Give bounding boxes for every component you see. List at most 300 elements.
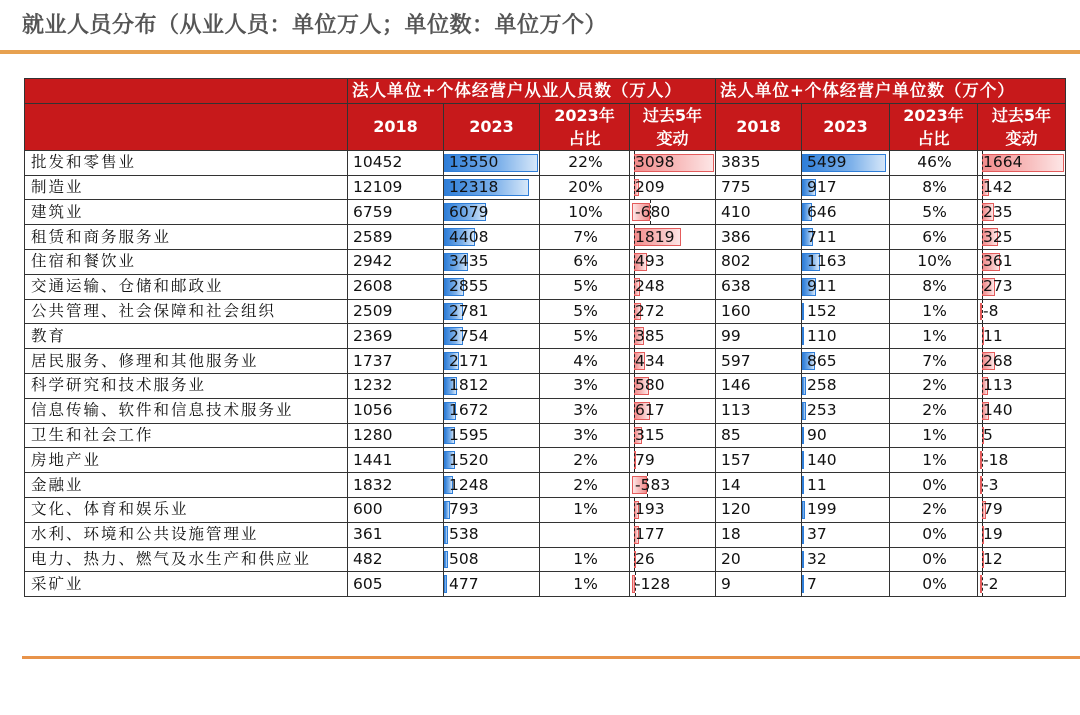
emp-2023-cell-value: 2171: [449, 351, 489, 370]
industry-cell-value: 住宿和餐饮业: [31, 252, 137, 271]
unit-2023-cell-value: 90: [807, 425, 827, 444]
unit-2018-cell: [716, 150, 802, 175]
unit-change-cell-value: 361: [983, 252, 1013, 271]
unit-share-cell: [890, 150, 978, 175]
unit-share-header-line2: 占比: [917, 128, 950, 148]
unit-change-cell-value: -2: [983, 574, 999, 593]
emp-share-cell: [540, 150, 630, 175]
unit-change-cell: [978, 423, 1066, 448]
emp-2018-cell: [348, 373, 444, 398]
unit-change-cell-value: -3: [983, 475, 999, 494]
emp-2023-cell-value: 6079: [449, 202, 489, 221]
emp-share-header-line2: 占比: [568, 128, 601, 148]
value-bar: [802, 451, 804, 469]
unit-2023-cell-value: 152: [807, 301, 837, 320]
unit-share-cell-value: 8%: [922, 277, 947, 296]
employment-table: [24, 78, 1066, 597]
unit-2018-cell: [716, 175, 802, 200]
emp-share-cell: [540, 225, 630, 250]
unit-2018-cell: [716, 225, 802, 250]
unit-2018-cell-value: 386: [721, 227, 751, 246]
emp-change-cell: [630, 299, 716, 324]
emp-2018-cell-value: 2369: [353, 326, 393, 345]
unit-2023-cell-value: 32: [807, 549, 827, 568]
unit-share-cell: [890, 572, 978, 597]
unit-2023-cell: [802, 150, 890, 175]
emp-2023-cell: [444, 522, 540, 547]
unit-change-cell-value: 1664: [983, 153, 1023, 172]
unit-2018-cell: [716, 473, 802, 498]
emp-2023-cell: [444, 473, 540, 498]
emp-change-cell-value: 272: [635, 301, 665, 320]
emp-2023-cell: [444, 497, 540, 522]
emp-change-cell-value: 193: [635, 500, 665, 519]
industry-cell-value: 交通运输、仓储和邮政业: [31, 277, 224, 296]
table-row: [25, 522, 1066, 547]
emp-2018-cell-value: 1056: [353, 401, 393, 420]
emp-2018-cell-value: 1832: [353, 475, 393, 494]
unit-2018-cell: [716, 324, 802, 349]
unit-2018-cell-value: 18: [721, 525, 741, 544]
unit-2023-cell: [802, 225, 890, 250]
emp-change-cell: [630, 324, 716, 349]
unit-share-cell: [890, 423, 978, 448]
unit-2018-cell: [716, 522, 802, 547]
emp-2023-cell-value: 793: [449, 500, 479, 519]
industry-cell: [25, 448, 348, 473]
unit-share-cell: [890, 225, 978, 250]
unit-change-cell: [978, 200, 1066, 225]
industry-cell-value: 租赁和商务服务业: [31, 227, 172, 246]
unit-share-cell: [890, 249, 978, 274]
emp-2018-cell: [348, 522, 444, 547]
emp-2018-cell-value: 600: [353, 500, 383, 519]
unit-2023-cell-value: 5499: [807, 153, 847, 172]
unit-share-cell-value: 0%: [922, 475, 947, 494]
emp-change-cell: [630, 349, 716, 374]
table-row: [25, 398, 1066, 423]
unit-change-cell-value: 140: [983, 401, 1013, 420]
unit-share-cell-value: 2%: [922, 376, 947, 395]
unit-share-cell-value: 2%: [922, 500, 947, 519]
emp-share-cell-value: 2%: [573, 475, 598, 494]
unit-2023-cell-value: 140: [807, 450, 837, 469]
industry-cell: [25, 200, 348, 225]
unit-2018-cell-value: 120: [721, 500, 751, 519]
unit-2023-cell-value: 258: [807, 376, 837, 395]
emp-2018-cell: [348, 200, 444, 225]
emp-change-cell-value: 3098: [635, 153, 675, 172]
industry-cell-value: 电力、热力、燃气及水生产和供应业: [31, 549, 312, 568]
unit-change-cell-value: 325: [983, 227, 1013, 246]
emp-share-cell-value: 1%: [573, 500, 598, 519]
unit-2018-cell-value: 14: [721, 475, 741, 494]
emp-2018-cell-value: 6759: [353, 202, 393, 221]
emp-share-cell: [540, 522, 630, 547]
unit-2023-cell: [802, 473, 890, 498]
unit-2023-cell-value: 110: [807, 326, 837, 345]
emp-share-cell-value: 6%: [573, 252, 598, 271]
unit-change-cell: [978, 522, 1066, 547]
industry-cell-value: 卫生和社会工作: [31, 425, 154, 444]
unit-2023-cell: [802, 200, 890, 225]
unit-share-cell-value: 0%: [922, 574, 947, 593]
unit-change-cell: [978, 373, 1066, 398]
emp-share-cell: [540, 373, 630, 398]
unit-2018-cell: [716, 249, 802, 274]
unit-change-cell-value: 11: [983, 326, 1003, 345]
industry-cell: [25, 398, 348, 423]
emp-share-cell-value: 3%: [573, 425, 598, 444]
unit-share-cell: [890, 299, 978, 324]
unit-2018-cell: [716, 423, 802, 448]
emp-change-cell: [630, 150, 716, 175]
emp-change-cell-value: 26: [635, 549, 655, 568]
emp-share-cell: [540, 398, 630, 423]
emp-change-cell: [630, 373, 716, 398]
unit-change-cell-value: 273: [983, 277, 1013, 296]
emp-2023-cell-value: 12318: [449, 177, 499, 196]
unit-share-cell-value: 1%: [922, 450, 947, 469]
unit-2018-cell-value: 3835: [721, 153, 761, 172]
emp-change-header-line2: 变动: [656, 128, 689, 148]
emp-share-cell-value: 5%: [573, 301, 598, 320]
industry-cell: [25, 324, 348, 349]
unit-2023-cell-value: 37: [807, 525, 827, 544]
emp-share-cell-value: 2%: [573, 450, 598, 469]
table-row: [25, 473, 1066, 498]
unit-2023-cell-value: 711: [807, 227, 837, 246]
emp-2018-cell: [348, 274, 444, 299]
table-row: [25, 249, 1066, 274]
unit-2018-cell-value: 9: [721, 574, 731, 593]
emp-change-cell-value: 580: [635, 376, 665, 395]
unit-change-cell: [978, 547, 1066, 572]
industry-cell: [25, 349, 348, 374]
table-row: [25, 497, 1066, 522]
table-body: [25, 150, 1066, 596]
industry-cell-value: 采矿业: [31, 574, 84, 593]
unit-2023-cell-value: 7: [807, 574, 817, 593]
unit-2018-cell-value: 146: [721, 376, 751, 395]
industry-cell: [25, 225, 348, 250]
emp-change-cell-value: 434: [635, 351, 665, 370]
unit-2018-cell: [716, 547, 802, 572]
emp-2023-cell-value: 1248: [449, 475, 489, 494]
unit-2018-cell: [716, 497, 802, 522]
industry-cell: [25, 497, 348, 522]
emp-2018-cell-value: 2942: [353, 252, 393, 271]
unit-change-cell: [978, 299, 1066, 324]
emp-change-cell-value: 79: [635, 450, 655, 469]
emp-2018-cell-value: 361: [353, 525, 383, 544]
emp-change-cell: [630, 225, 716, 250]
unit-2018-cell: [716, 572, 802, 597]
emp-2018-cell-value: 1232: [353, 376, 393, 395]
emp-share-cell-value: 5%: [573, 326, 598, 345]
emp-2018-cell: [348, 249, 444, 274]
emp-2018-cell-value: 2589: [353, 227, 393, 246]
emp-2018-cell: [348, 349, 444, 374]
unit-2023-cell-value: 1163: [807, 252, 847, 271]
emp-share-cell: [540, 249, 630, 274]
emp-2018-cell-value: 2608: [353, 277, 393, 296]
unit-2023-cell: [802, 547, 890, 572]
emp-2023-cell: [444, 373, 540, 398]
unit-2023-cell-value: 199: [807, 500, 837, 519]
emp-2018-cell: [348, 150, 444, 175]
table-row: [25, 448, 1066, 473]
emp-2018-cell: [348, 324, 444, 349]
unit-share-cell: [890, 448, 978, 473]
unit-2018-cell: [716, 373, 802, 398]
unit-2023-cell-value: 911: [807, 277, 837, 296]
emp-change-header: [630, 103, 716, 150]
emp-share-cell-value: 7%: [573, 227, 598, 246]
unit-change-cell-value: 19: [983, 525, 1003, 544]
unit-change-cell: [978, 398, 1066, 423]
value-bar: [802, 303, 804, 321]
emp-2023-cell: [444, 200, 540, 225]
unit-change-cell-value: 5: [983, 425, 993, 444]
emp-share-cell-value: 1%: [573, 549, 598, 568]
emp-2023-cell-value: 2855: [449, 277, 489, 296]
unit-change-cell: [978, 572, 1066, 597]
unit-2023-cell: [802, 572, 890, 597]
emp-share-cell-value: 20%: [568, 177, 603, 196]
unit-share-cell: [890, 274, 978, 299]
bottom-divider: [22, 656, 1080, 659]
emp-change-cell: [630, 274, 716, 299]
emp-2023-cell: [444, 423, 540, 448]
industry-cell-value: 教育: [31, 326, 67, 345]
emp-change-cell-value: 177: [635, 525, 665, 544]
unit-share-cell-value: 46%: [917, 153, 952, 172]
emp-2018-cell-value: 1280: [353, 425, 393, 444]
unit-change-cell-value: 113: [983, 376, 1013, 395]
unit-2018-cell-value: 157: [721, 450, 751, 469]
unit-2023-cell: [802, 249, 890, 274]
unit-2023-cell: [802, 349, 890, 374]
unit-2018-cell-value: 99: [721, 326, 741, 345]
unit-change-cell: [978, 497, 1066, 522]
industry-cell: [25, 522, 348, 547]
unit-2023-cell: [802, 522, 890, 547]
emp-share-cell-value: 3%: [573, 376, 598, 395]
unit-share-cell-value: 5%: [922, 202, 947, 221]
emp-2023-cell-value: 3435: [449, 252, 489, 271]
emp-2018-cell: [348, 572, 444, 597]
unit-2018-cell-value: 802: [721, 252, 751, 271]
emp-change-cell-value: 493: [635, 252, 665, 271]
unit-share-header-line1: 2023年: [903, 105, 964, 125]
emp-2018-cell: [348, 175, 444, 200]
emp-change-cell: [630, 522, 716, 547]
industry-cell: [25, 423, 348, 448]
unit-2018-cell-value: 20: [721, 549, 741, 568]
industry-cell-value: 建筑业: [31, 202, 84, 221]
corner-cell: [25, 79, 348, 104]
emp-share-cell: [540, 473, 630, 498]
emp-2023-cell-value: 4408: [449, 227, 489, 246]
emp-change-header-line1: 过去5年: [642, 105, 703, 125]
unit-2018-cell: [716, 299, 802, 324]
emp-share-cell-value: [584, 525, 586, 543]
emp-change-cell: [630, 175, 716, 200]
emp-2018-cell: [348, 547, 444, 572]
table-row: [25, 547, 1066, 572]
unit-change-cell: [978, 349, 1066, 374]
value-bar: [802, 327, 804, 345]
emp-change-cell-value: 315: [635, 425, 665, 444]
emp-change-cell-value: 385: [635, 326, 665, 345]
unit-2018-cell-value: 160: [721, 301, 751, 320]
unit-share-cell-value: 2%: [922, 401, 947, 420]
table-row: [25, 572, 1066, 597]
emp-2023-header: 2023: [444, 103, 540, 150]
unit-2018-cell-value: 85: [721, 425, 741, 444]
emp-2018-cell-value: 605: [353, 574, 383, 593]
unit-share-cell-value: 1%: [922, 301, 947, 320]
unit-share-cell: [890, 398, 978, 423]
unit-2018-cell-value: 638: [721, 277, 751, 296]
unit-2023-cell: [802, 448, 890, 473]
unit-change-cell-value: 79: [983, 500, 1003, 519]
emp-share-cell: [540, 274, 630, 299]
industry-cell: [25, 373, 348, 398]
emp-change-cell: [630, 200, 716, 225]
unit-share-cell: [890, 497, 978, 522]
unit-change-cell: [978, 150, 1066, 175]
industry-cell-value: 科学研究和技术服务业: [31, 376, 207, 395]
value-bar: [802, 526, 804, 544]
emp-2018-cell-value: 10452: [353, 153, 403, 172]
unit-change-cell-value: 12: [983, 549, 1003, 568]
industry-cell-value: 批发和零售业: [31, 153, 137, 172]
unit-change-header: [978, 103, 1066, 150]
unit-share-cell-value: 10%: [917, 252, 952, 271]
group-header-row: [25, 79, 1066, 104]
unit-share-cell: [890, 349, 978, 374]
table-row: [25, 274, 1066, 299]
emp-share-cell: [540, 299, 630, 324]
unit-2023-cell-value: 917: [807, 177, 837, 196]
emp-share-cell: [540, 572, 630, 597]
emp-change-cell: [630, 572, 716, 597]
emp-change-cell: [630, 473, 716, 498]
industry-cell-value: 制造业: [31, 177, 84, 196]
emp-share-cell: [540, 175, 630, 200]
unit-share-cell: [890, 473, 978, 498]
unit-change-cell-value: 235: [983, 202, 1013, 221]
emp-2018-cell: [348, 398, 444, 423]
emp-2023-cell-value: 1520: [449, 450, 489, 469]
unit-change-header-line1: 过去5年: [991, 105, 1052, 125]
unit-2018-cell-value: 410: [721, 202, 751, 221]
table-row: [25, 349, 1066, 374]
unit-2018-cell: [716, 398, 802, 423]
emp-share-cell-value: 5%: [573, 277, 598, 296]
table-row: [25, 175, 1066, 200]
emp-share-cell-value: 22%: [568, 153, 603, 172]
emp-change-cell: [630, 249, 716, 274]
emp-2023-cell: [444, 324, 540, 349]
emp-change-cell-value: 617: [635, 401, 665, 420]
industry-cell: [25, 547, 348, 572]
emp-2023-cell: [444, 448, 540, 473]
unit-2018-cell: [716, 200, 802, 225]
emp-change-cell-value: 209: [635, 177, 665, 196]
table-row: [25, 423, 1066, 448]
emp-2018-cell: [348, 497, 444, 522]
industry-cell-value: 金融业: [31, 475, 84, 494]
industry-cell-value: 水利、环境和公共设施管理业: [31, 525, 259, 544]
unit-share-cell: [890, 324, 978, 349]
table-row: [25, 324, 1066, 349]
industry-header-cell: [25, 103, 348, 150]
unit-2023-cell-value: 646: [807, 202, 837, 221]
unit-change-header-line2: 变动: [1005, 128, 1038, 148]
emp-2018-cell-value: 12109: [353, 177, 403, 196]
emp-change-cell: [630, 497, 716, 522]
unit-share-cell-value: 1%: [922, 425, 947, 444]
unit-2023-cell: [802, 324, 890, 349]
emp-change-cell: [630, 448, 716, 473]
emp-change-cell: [630, 547, 716, 572]
emp-change-cell-value: 1819: [635, 227, 675, 246]
table-row: [25, 225, 1066, 250]
industry-cell-value: 居民服务、修理和其他服务业: [31, 351, 259, 370]
emp-2023-cell-value: 508: [449, 549, 479, 568]
emp-2023-cell: [444, 572, 540, 597]
unit-share-cell: [890, 373, 978, 398]
emp-2023-cell: [444, 349, 540, 374]
unit-change-cell: [978, 448, 1066, 473]
industry-cell-value: 信息传输、软件和信息技术服务业: [31, 401, 294, 420]
emp-share-cell-value: 4%: [573, 351, 598, 370]
industry-cell: [25, 473, 348, 498]
emp-share-cell-value: 3%: [573, 401, 598, 420]
emp-share-cell: [540, 423, 630, 448]
emp-2023-cell-value: 1812: [449, 376, 489, 395]
unit-2018-header: 2018: [716, 103, 802, 150]
emp-2023-cell-value: 477: [449, 574, 479, 593]
industry-cell: [25, 249, 348, 274]
unit-2018-cell: [716, 448, 802, 473]
industry-cell: [25, 150, 348, 175]
unit-2023-cell-value: 11: [807, 475, 827, 494]
unit-change-cell-value: 142: [983, 177, 1013, 196]
emp-change-cell-value: -680: [635, 202, 671, 221]
emp-share-header-line1: 2023年: [554, 105, 615, 125]
unit-change-cell-value: 268: [983, 351, 1013, 370]
industry-cell: [25, 572, 348, 597]
emp-share-cell: [540, 200, 630, 225]
unit-change-cell: [978, 473, 1066, 498]
unit-change-cell: [978, 274, 1066, 299]
unit-2023-cell: [802, 299, 890, 324]
unit-2023-cell: [802, 398, 890, 423]
table-row: [25, 150, 1066, 175]
unit-share-cell-value: 1%: [922, 326, 947, 345]
unit-2023-cell: [802, 373, 890, 398]
emp-2023-cell: [444, 547, 540, 572]
emp-2018-cell-value: 1737: [353, 351, 393, 370]
emp-2023-cell-value: 2754: [449, 326, 489, 345]
emp-2023-cell: [444, 249, 540, 274]
emp-2018-cell-value: 482: [353, 549, 383, 568]
unit-2023-cell: [802, 497, 890, 522]
